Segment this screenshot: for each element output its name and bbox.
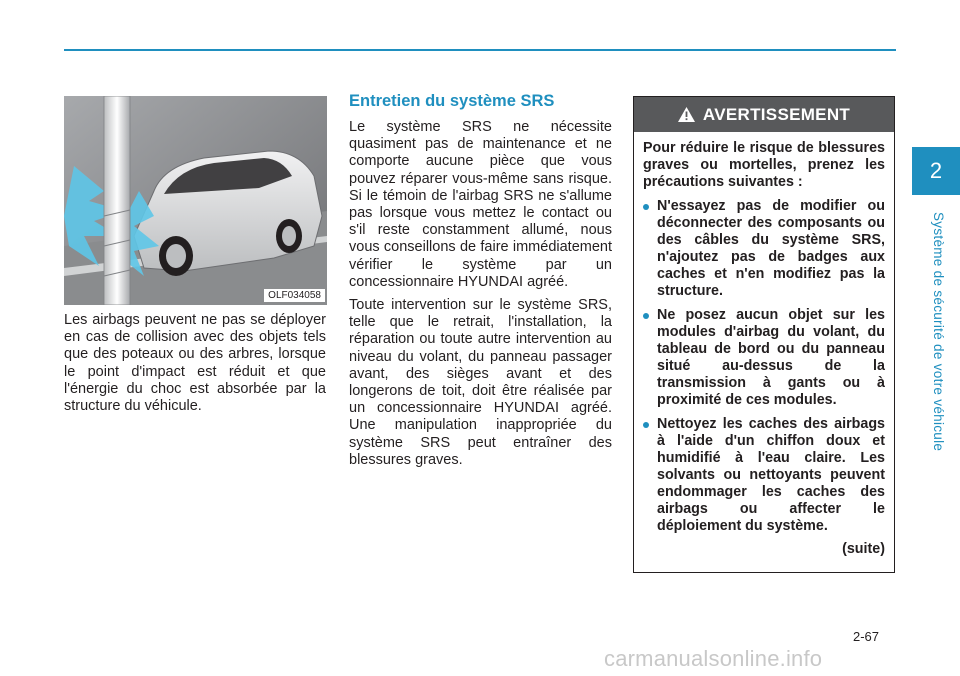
warning-triangle-icon xyxy=(678,107,695,122)
warning-header xyxy=(634,97,894,132)
illustration-figure xyxy=(64,96,327,305)
bullet-icon xyxy=(643,313,649,319)
pole-collision-paragraph: Les airbags peuvent ne pas se déployer en cas de collision avec des objets tels que des poteaux ou des arbres, lorsque le point d'impact est réduit et que l'énergie du choc est absorbée par la structure du véhicule. xyxy=(64,312,326,415)
warning-box xyxy=(633,96,895,573)
maintenance-paragraph-1: Le système SRS ne nécessite quasiment pas de maintenance et ne comporte aucune pièce que vous pouvez réparer vous-même sans risque. Si le témoin de l'airbag SRS ne s'allume pas lorsque vous mettez le contact ou s'il reste constamment allumé, nous vous conseillons de faire immédiatement vérifier le système par un concessionnaire HYUNDAI agréé. xyxy=(349,119,612,290)
section-heading: Entretien du système SRS xyxy=(349,92,555,110)
warning-item: Ne posez aucun objet sur les modules d'airbag du volant, du tableau de bord ou du panneau situé au-dessus de la transmission à gants ou à proximité de ces modules. xyxy=(643,307,885,409)
chapter-title: Système de sécurité de votre véhicule xyxy=(931,212,946,452)
chapter-number-tab: 2 xyxy=(912,147,960,195)
continued-label: (suite) xyxy=(842,541,885,557)
srs-maintenance-section xyxy=(349,92,612,475)
header-rule xyxy=(64,49,896,51)
bullet-icon xyxy=(643,422,649,428)
maintenance-paragraph-2: Toute intervention sur le système SRS, telle que le retrait, l'installation, la réparation ou toute autre intervention au niveau du volant, du panneau passager avant, des sièges avant et des longerons de toit, doit être réalisée par un concessionnaire HYUNDAI agréé. Une manipulation inappropriée du système SRS peut entraîner des blessures graves. xyxy=(349,297,612,468)
warning-intro: Pour réduire le risque de blessures graves ou mortelles, prenez les précautions suivantes : xyxy=(643,140,885,190)
warning-item: N'essayez pas de modifier ou déconnecter des composants ou des câbles du système SRS, n'ajoutez pas de badges aux caches et n'en modifiez pas la structure. xyxy=(643,198,885,300)
warning-item: Nettoyez les caches des airbags à l'aide d'un chiffon doux et humidifié à l'eau claire. Les solvants ou nettoyants peuvent endommager les caches des airbags ou affecter le déploiement du système. xyxy=(643,416,885,535)
warning-list xyxy=(643,198,885,535)
warning-body xyxy=(634,132,894,558)
bullet-icon xyxy=(643,204,649,210)
warning-title: AVERTISSEMENT xyxy=(702,104,851,124)
car-hitting-pole-illustration xyxy=(64,96,327,305)
figure-code: OLF034058 xyxy=(264,289,325,302)
page-number: 2-67 xyxy=(853,629,880,644)
watermark: carmanualsonline.info xyxy=(604,646,823,671)
